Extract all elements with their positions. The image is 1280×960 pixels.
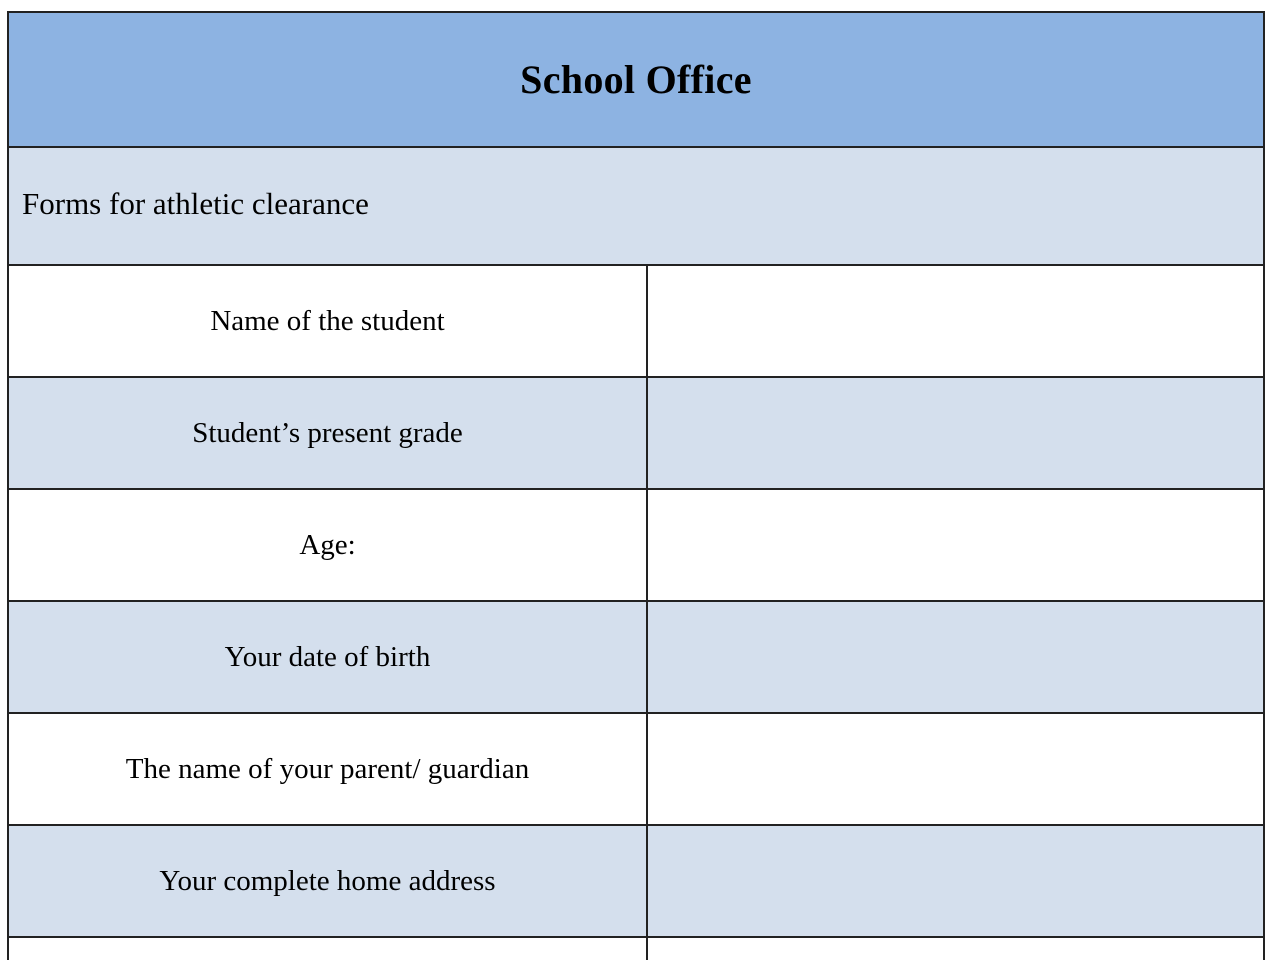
field-label: Your complete home address — [9, 826, 648, 936]
field-value-student-name[interactable] — [648, 266, 1263, 376]
field-value-next[interactable] — [648, 938, 1263, 960]
field-label: Student’s present grade — [9, 378, 648, 488]
field-value-age[interactable] — [648, 490, 1263, 600]
field-value-present-grade[interactable] — [648, 378, 1263, 488]
field-label: Name of the student — [9, 266, 648, 376]
field-rows — [9, 266, 1263, 960]
field-row-parent-guardian — [9, 714, 1263, 826]
field-label: The name of your parent/ guardian — [9, 714, 648, 824]
form-table — [7, 11, 1265, 960]
field-row-home-address — [9, 826, 1263, 938]
field-row-next — [9, 938, 1263, 960]
field-row-date-of-birth — [9, 602, 1263, 714]
field-value-home-address[interactable] — [648, 826, 1263, 936]
section-heading-bar — [9, 148, 1263, 266]
form-title: School Office — [520, 57, 752, 102]
field-value-parent-guardian[interactable] — [648, 714, 1263, 824]
section-heading: Forms for athletic clearance — [22, 186, 369, 221]
field-row-age — [9, 490, 1263, 602]
field-value-date-of-birth[interactable] — [648, 602, 1263, 712]
field-label: Your date of birth — [9, 602, 648, 712]
field-row-present-grade — [9, 378, 1263, 490]
title-bar — [9, 13, 1263, 148]
field-label — [9, 938, 648, 960]
field-label: Age: — [9, 490, 648, 600]
field-row-student-name — [9, 266, 1263, 378]
